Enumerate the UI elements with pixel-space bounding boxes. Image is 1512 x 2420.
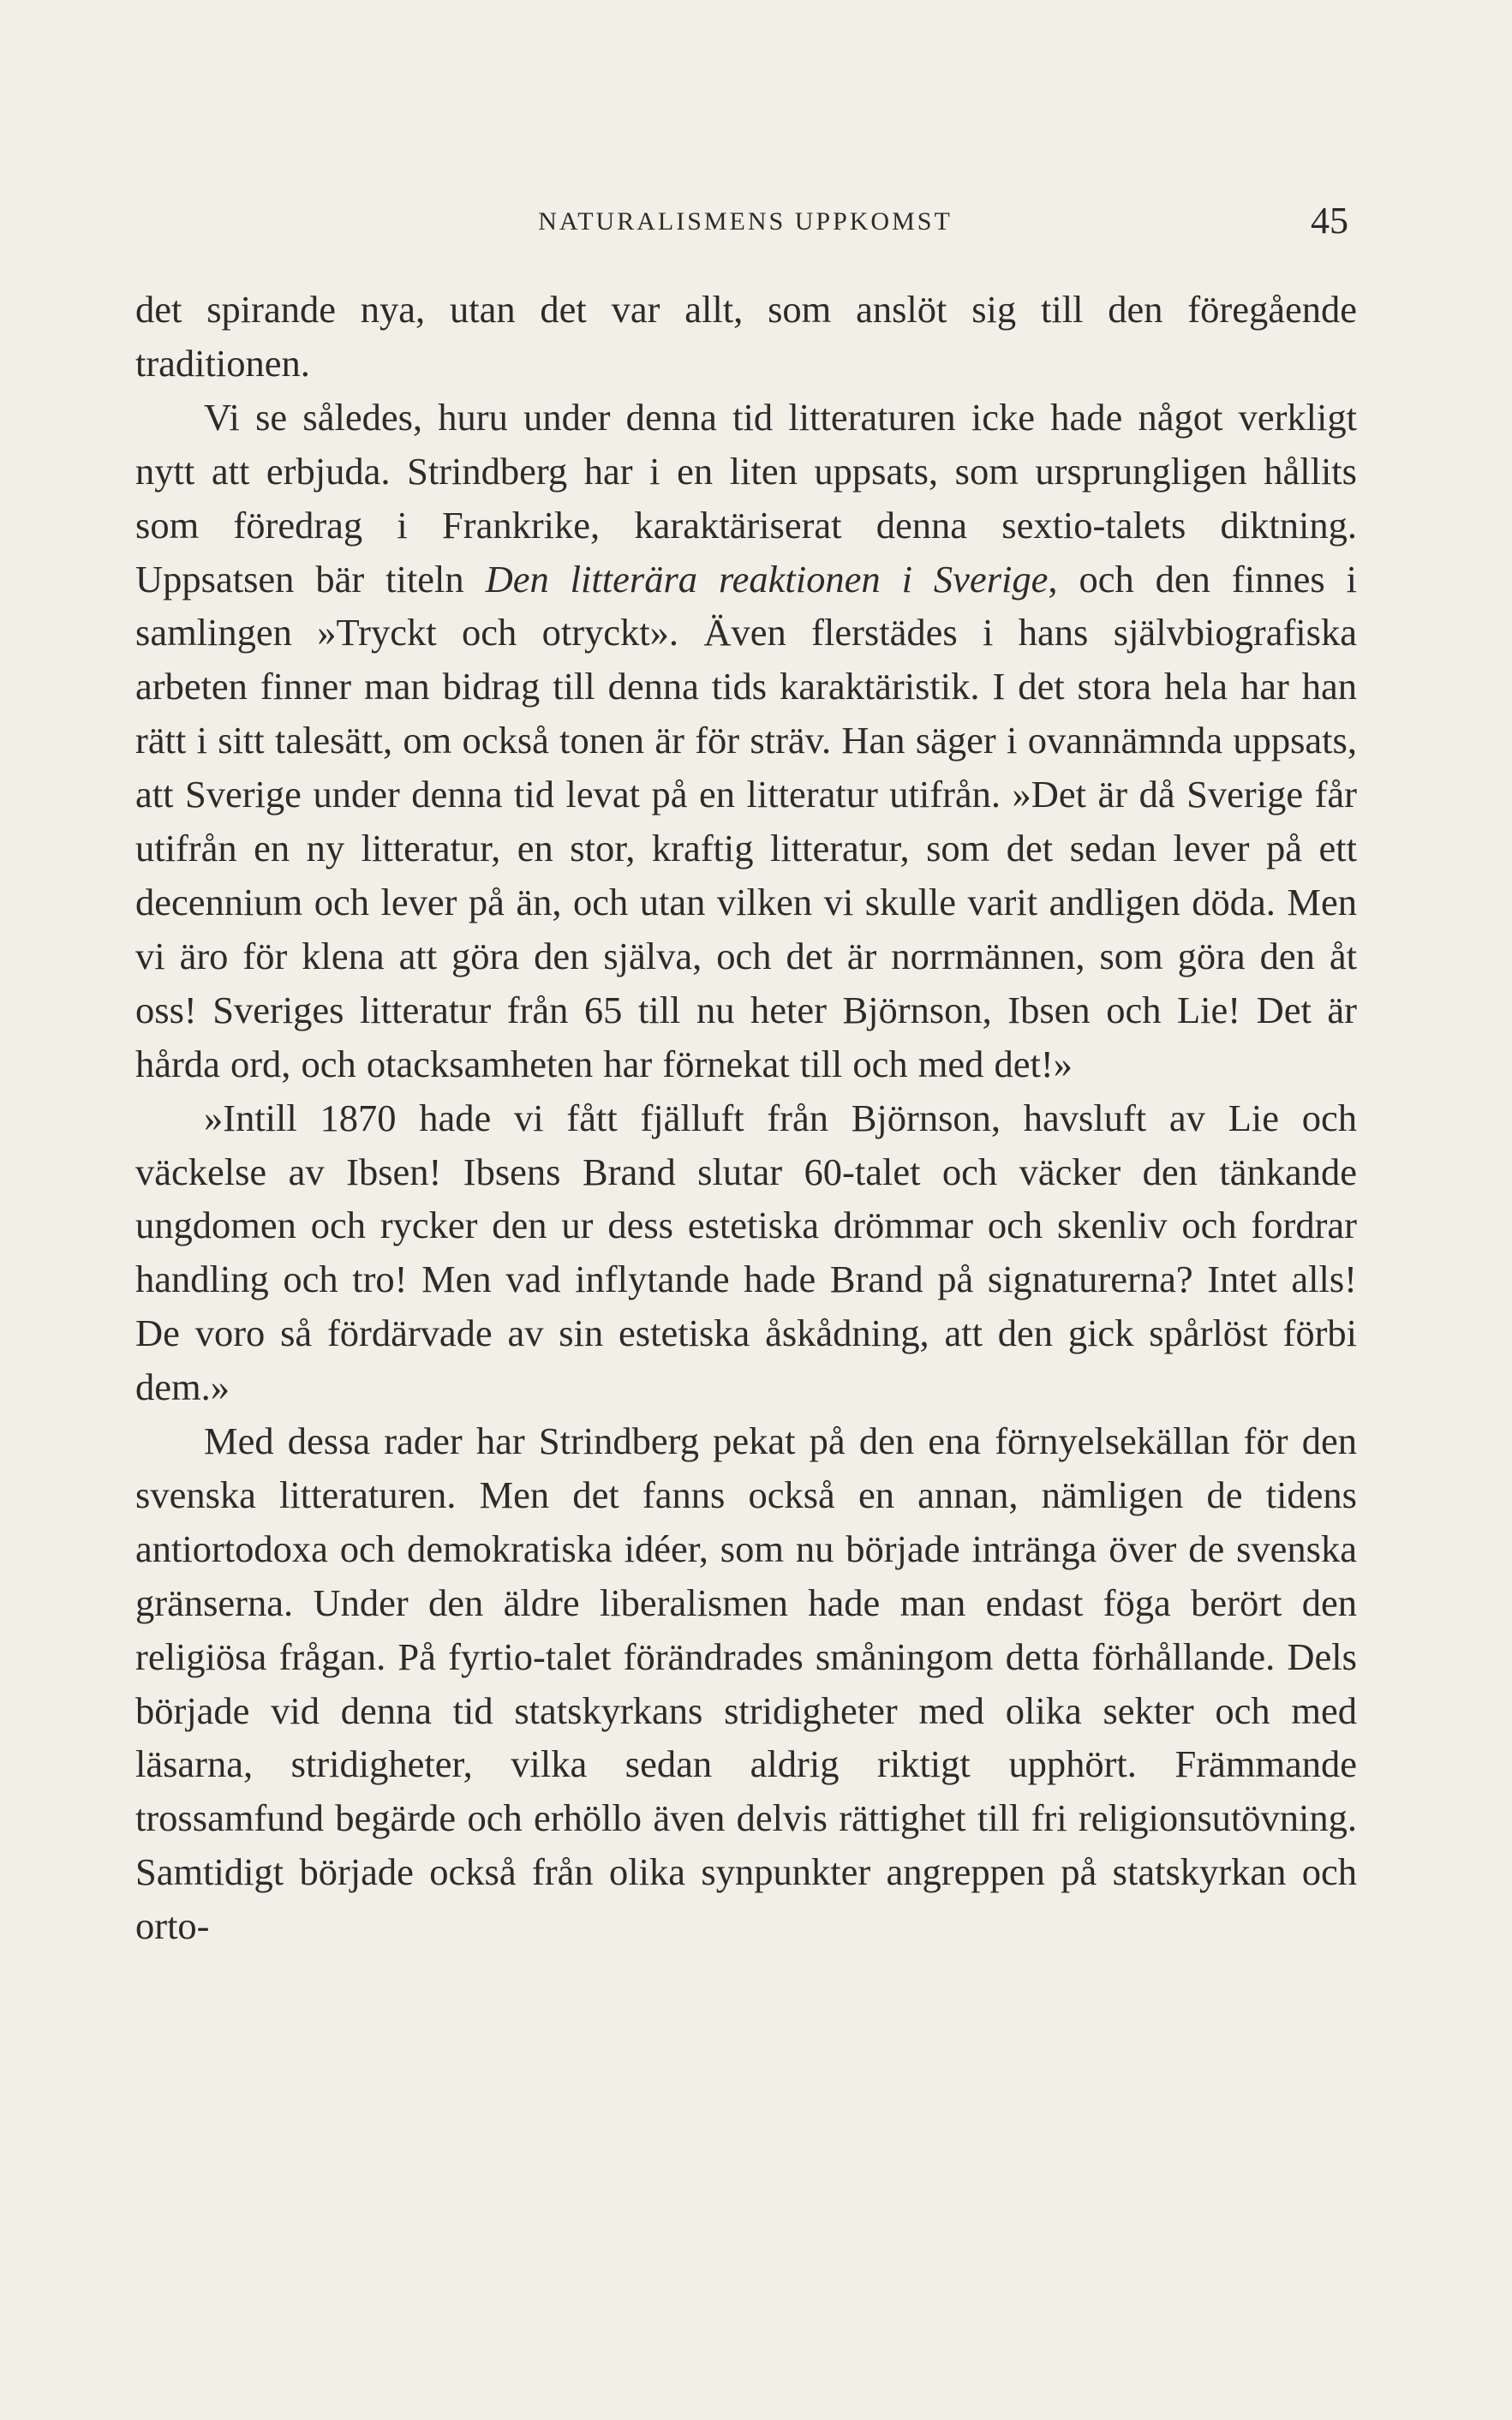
paragraph-2: [135, 391, 1357, 1091]
running-head: [137, 199, 1354, 250]
page-number: 45: [1311, 200, 1348, 242]
body-text: [135, 283, 1357, 1953]
paragraph-3: »Intill 1870 hade vi fått fjälluft från Björnson, havsluft av Lie och väckelse av Ibsen! Ibsens Brand slutar 60-talet och väcker den tänkande ungdomen och rycker den ur dess estetiska drömmar och skenliv och fordrar handling och tro! Men vad inflytande hade Brand på signaturerna? Intet alls! De voro så fördärvade av sin estetiska åskådning, att den gick spårlöst förbi dem.»: [135, 1096, 1357, 1409]
paragraph-1: det spirande nya, utan det var allt, som anslöt sig till den föregående traditionen.: [135, 288, 1357, 385]
paragraph-2-text-after: , och den finnes i samlingen »Tryckt och otryckt». Även flerstädes i hans självbiografiska arbeten finner man bidrag till denna tids karaktäristik. I det stora hela har han rätt i sitt talesätt, om också tonen är för sträv. Han säger i ovannämnda uppsats, att Sverige under denna tid levat på en litteratur utifrån. »Det är då Sverige får utifrån en ny litteratur, en stor, kraftig litteratur, som det sedan lever på ett decennium och lever på än, och utan vilken vi skulle varit andligen döda. Men vi äro för klena att göra den själva, och det är norrmännen, som göra den åt oss! Sveriges litteratur från 65 till nu heter Björnson, Ibsen och Lie! Det är hårda ord, och otacksamheten har förnekat till och med det!»: [135, 557, 1357, 1085]
running-title: NATURALISMENS UPPKOMST: [538, 207, 953, 236]
paragraph-2-text-before: Vi se således, huru under denna tid litteraturen icke hade något verkligt nytt att erbjuda. Strindberg har i en liten uppsats, som ursprungligen hållits som föredrag i Frankrike, karaktäriserat denna sextio-talets diktning. Uppsatsen bär titeln: [135, 395, 1357, 601]
paragraph-4: Med dessa rader har Strindberg pekat på den ena förnyelsekällan för den svenska litteraturen. Men det fanns också en annan, nämligen de tidens antiortodoxa och demokratiska idéer, som nu började intränga över de svenska gränserna. Under den äldre liberalismen hade man endast föga berört den religiösa frågan. På fyrtio-talet förändrades småningom detta förhållande. Dels började vid denna tid statskyrkans stridigheter med olika sekter och med läsarna, stridigheter, vilka sedan aldrig riktigt upphört. Främmande trossamfund begärde och erhöllo även delvis rättighet till fri religionsutövning. Samtidigt började också från olika synpunkter angreppen på statskyrkan och orto-: [135, 1419, 1357, 1948]
essay-title-italic: Den litterära reaktionen i Sverige: [485, 557, 1049, 601]
